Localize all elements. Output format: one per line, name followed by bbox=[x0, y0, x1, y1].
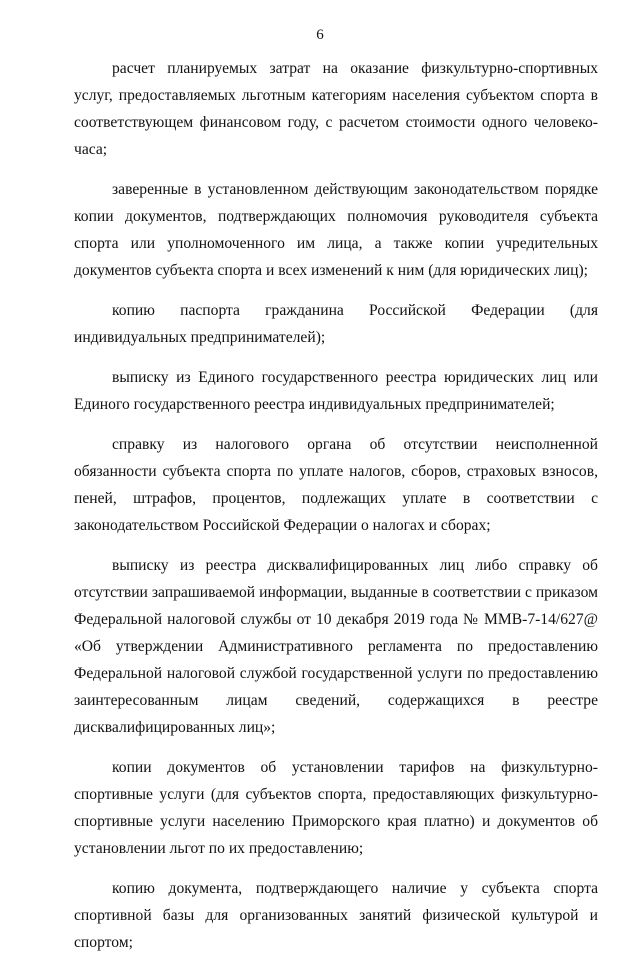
paragraph-cost-calculation: расчет планируемых затрат на оказание физкультурно-спортивных услуг, предоставляемых льготным категориям населения субъектом спорта в соответствующем финансовом году, с расчетом стоимости одного человеко-часа; bbox=[74, 60, 598, 158]
paragraph-passport-copy: копию паспорта гражданина Российской Федерации (для индивидуальных предпринимателей); bbox=[74, 302, 598, 346]
document-body bbox=[74, 55, 598, 969]
paragraph-disqualified-registry: выписку из реестра дисквалифицированных лиц либо справку об отсутствии запрашиваемой информации, выданные в соответствии с приказом Федеральной налоговой службы от 10 декабря 2019 года № ММВ-7-14/627@ «Об утверждении Административного регламента по предоставлению Федеральной налоговой службой государственной услуги по предоставлению заинтересованным лицам сведений, содержащихся в реестре дисквалифицированных лиц»; bbox=[74, 557, 598, 736]
page-number: 6 bbox=[316, 27, 324, 43]
paragraph-registry-extract: выписку из Единого государственного реестра юридических лиц или Единого государственного реестра индивидуальных предпринимателей; bbox=[74, 369, 598, 413]
paragraph-tariff-documents: копии документов об установлении тарифов на физкультурно-спортивные услуги (для субъектов спорта, предоставляющих физкультурно-спортивные услуги населению Приморского края платно) и документов об установлении льгот по их предоставлению; bbox=[74, 759, 598, 857]
paragraph-tax-certificate: справку из налогового органа об отсутствии неисполненной обязанности субъекта спорта по уплате налогов, сборов, страховых взносов, пеней, штрафов, процентов, подлежащих уплате в соответствии с законодательством Российской Федерации о налогах и сборах; bbox=[74, 436, 598, 534]
paragraph-certified-copies: заверенные в установленном действующим законодательством порядке копии документов, подтверждающих полномочия руководителя субъекта спорта или уполномоченного им лица, а также копии учредительных документов субъекта спорта и всех изменений к ним (для юридических лиц); bbox=[74, 181, 598, 279]
paragraph-sports-base-document: копию документа, подтверждающего наличие у субъекта спорта спортивной базы для организованных занятий физической культурой и спортом; bbox=[74, 880, 598, 951]
